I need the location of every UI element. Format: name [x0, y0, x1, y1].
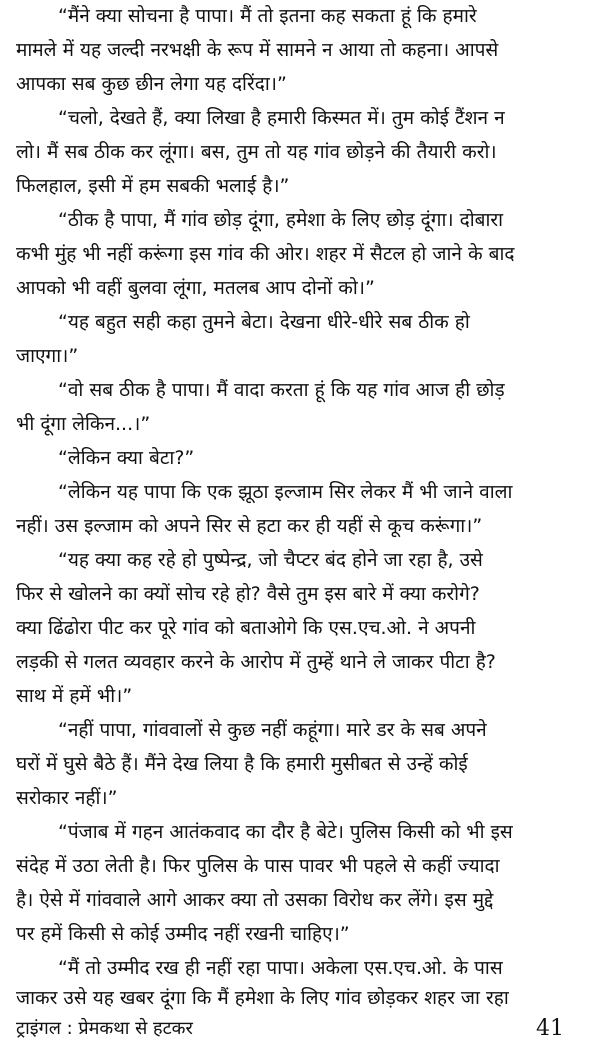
text-line: मामले में यह जल्दी नरभक्षी के रूप में सामने न आया तो कहना। आपसे — [16, 39, 499, 61]
text-line: “लेकिन क्या बेटा?” — [58, 447, 195, 469]
text-line: भी दूंगा लेकिन...।” — [16, 413, 151, 435]
text-line: सरोकार नहीं।” — [16, 787, 118, 809]
text-line: लो। मैं सब ठीक कर लूंगा। बस, तुम तो यह गांव छोड़ने की तैयारी करो। — [16, 141, 497, 163]
text-line: “नहीं पापा, गांववालों से कुछ नहीं कहूंगा। मारे डर के सब अपने — [58, 719, 487, 741]
text-line: पर हमें किसी से कोई उम्मीद नहीं रखनी चाहिए।” — [16, 923, 350, 945]
text-line: फिलहाल, इसी में हम सबकी भलाई है।” — [16, 175, 290, 197]
text-line: “यह बहुत सही कहा तुमने बेटा। देखना धीरे-धीरे सब ठीक हो — [58, 311, 470, 333]
text-line: “लेकिन यह पापा कि एक झूठा इल्जाम सिर लेकर मैं भी जाने वाला — [58, 481, 513, 503]
text-line: नहीं। उस इल्जाम को अपने सिर से हटा कर ही यहीं से कूच करूंगा।” — [16, 515, 483, 537]
text-line: जाएगा।” — [16, 345, 79, 367]
text-line: “चलो, देखते हैं, क्या लिखा है हमारी किस्मत में। तुम कोई टैंशन न — [58, 107, 505, 129]
footer-book-title: ट्राइंगल : प्रेमकथा से हटकर — [16, 1018, 193, 1039]
text-line: है। ऐसे में गांववाले आगे आकर क्या तो उसका विरोध कर लेंगे। इस मुद्दे — [16, 889, 494, 911]
text-line: कभी मुंह भी नहीं करूंगा इस गांव की ओर। शहर में सैटल हो जाने के बाद — [16, 243, 515, 265]
text-line: “मैंने क्या सोचना है पापा। मैं तो इतना कह सकता हूं कि हमारे — [58, 5, 477, 27]
text-line: संदेह में उठा लेती है। फिर पुलिस के पास पावर भी पहले से कहीं ज्यादा — [16, 855, 500, 877]
text-line: आपको भी वहीं बुलवा लूंगा, मतलब आप दोनों को।” — [16, 277, 375, 299]
text-line: फिर से खोलने का क्यों सोच रहे हो? वैसे तुम इस बारे में क्या करोगे? — [16, 583, 480, 605]
text-line: “मैं तो उम्मीद रख ही नहीं रहा पापा। अकेला एस.एच.ओ. के पास — [58, 957, 503, 979]
text-line: “पंजाब में गहन आतंकवाद का दौर है बेटे। पुलिस किसी को भी इस — [58, 821, 513, 843]
text-line: “यह क्या कह रहे हो पुष्पेन्द्र, जो चैप्टर बंद होने जा रहा है, उसे — [58, 549, 483, 571]
page-number: 41 — [536, 1016, 564, 1041]
text-line: “वो सब ठीक है पापा। मैं वादा करता हूं कि यह गांव आज ही छोड़ — [58, 379, 505, 401]
text-line: घरों में घुसे बैठे हैं। मैंने देख लिया है कि हमारी मुसीबत से उन्हें कोई — [16, 753, 468, 775]
text-line: साथ में हमें भी।” — [16, 685, 133, 707]
text-line: लड़की से गलत व्यवहार करने के आरोप में तुम्हें थाने ले जाकर पीटा है? — [16, 651, 496, 673]
text-line: आपका सब कुछ छीन लेगा यह दरिंदा।” — [16, 73, 287, 95]
text-line: क्या ढिंढोरा पीट कर पूरे गांव को बताओगे कि एस.एच.ओ. ने अपनी — [16, 617, 476, 639]
text-line: “ठीक है पापा, मैं गांव छोड़ दूंगा, हमेशा के लिए छोड़ दूंगा। दोबारा — [58, 209, 504, 231]
text-line: जाकर उसे यह खबर दूंगा कि मैं हमेशा के लिए गांव छोड़कर शहर जा रहा — [16, 987, 509, 1009]
